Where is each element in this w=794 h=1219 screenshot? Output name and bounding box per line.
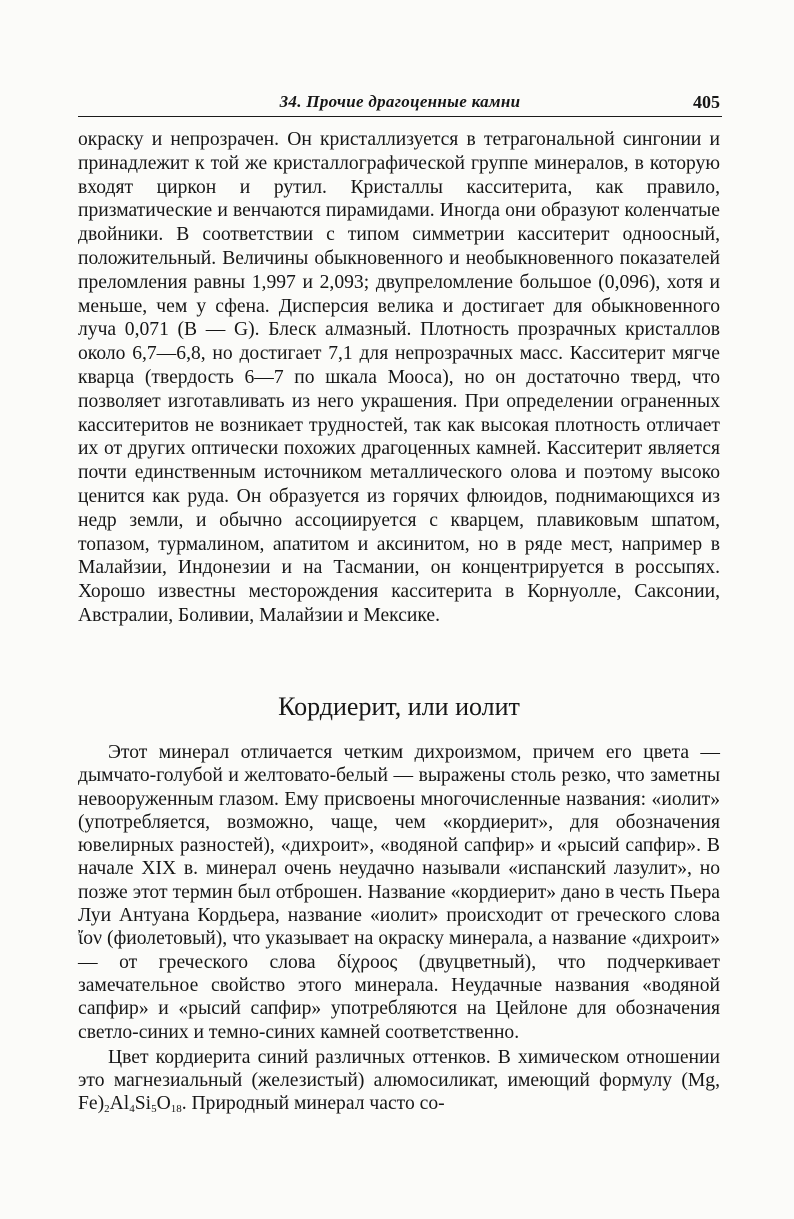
composition-text: Цвет кордиерита синий различных оттенков. В химическом отношении это магнезиальный (железистый) алюмосиликат, имеющий формулу (Mg, Fe)	[78, 1046, 720, 1115]
formula-element: Si	[134, 1093, 152, 1115]
formula-subscript: 5	[151, 1103, 157, 1116]
composition-text-tail: . Природный минерал часто со-	[181, 1093, 445, 1115]
formula-subscript: 4	[129, 1103, 135, 1116]
formula-subscript: 2	[104, 1103, 110, 1116]
running-header	[78, 92, 722, 117]
text-block-cordierite	[78, 741, 720, 1116]
formula-subscript: 18	[170, 1103, 182, 1116]
paragraph-cassiterite-continuation: окраску и непрозрачен. Он кристаллизуется в тетрагональной сингонии и принадлежит к той же кристаллографической группе минералов, в которую входят циркон и рутил. Кристаллы касситерита, как правило, призматические и венчаются пирамидами. Иногда они образуют коленчатые двойники. В соответствии с типом симметрии касситерит одноосный, положительный. Величины обыкновенного и необыкновенного показателей преломления равны 1,997 и 2,093; двупреломление большое (0,096), хотя и меньше, чем у сфена. Дисперсия велика и достигает для обыкновенного луча 0,071 (B — G). Блеск алмазный. Плотность прозрачных кристаллов около 6,7—6,8, но достигает 7,1 для непрозрачных масс. Касситерит мягче кварца (твердость 6—7 по шкала Мооса), но он достаточно тверд, что позволяет изготавливать из него украшения. При определении ограненных касситеритов не возникает трудностей, так как высокая плотность отличает их от других оптически похожих драгоценных камней. Касситерит является почти единственным источником металлического олова и поэтому высоко ценится как руда. Он образуется из горячих флюидов, поднимающихся из недр земли, и обычно ассоциируется с кварцем, плавиковым шпатом, топазом, турмалином, апатитом и аксинитом, но в ряде мест, например в Малайзии, Индонезии и на Тасмании, он концентрируется в россыпях. Хорошо известны месторождения касситерита в Корнуолле, Саксонии, Австралии, Боливии, Малайзии и Мексике.	[78, 129, 720, 626]
paragraph-cordierite-composition	[78, 1046, 720, 1116]
section-heading: Кордиерит, или иолит	[278, 692, 520, 721]
running-header-title: 34. Прочие драгоценные камни	[279, 92, 521, 111]
formula-element: O	[156, 1093, 171, 1115]
paragraph-cordierite-names: Этот минерал отличается четким дихроизмом, причем его цвета — дымчато-голубой и желтовато-белый — выражены столь резко, что заметны невооруженным глазом. Ему присвоены многочисленные названия: «иолит» (употребляется, возможно, чаще, чем «кордиерит», для обозначения ювелирных разностей), «дихроит», «водяной сапфир» и «рысий сапфир». В начале XIX в. минерал очень неудачно называли «испанский лазулит», но позже этот термин был отброшен. Название «кордиерит» дано в честь Пьера Луи Антуана Кордьера, название «иолит» происходит от греческого слова ἴον (фиолетовый), что указывает на окраску минерала, а название «дихроит» — от греческого слова δίχροος (двуцветный), что подчеркивает замечательное свойство этого минерала. Неудачные названия «водяной сапфир» и «рысий сапфир» употребляются на Цейлоне для обозначения светло-синих и темно-синих камней соответственно.	[78, 742, 720, 1043]
text-block-cassiterite	[78, 128, 720, 628]
formula-element: Al	[109, 1093, 130, 1115]
page-number: 405	[693, 92, 720, 112]
